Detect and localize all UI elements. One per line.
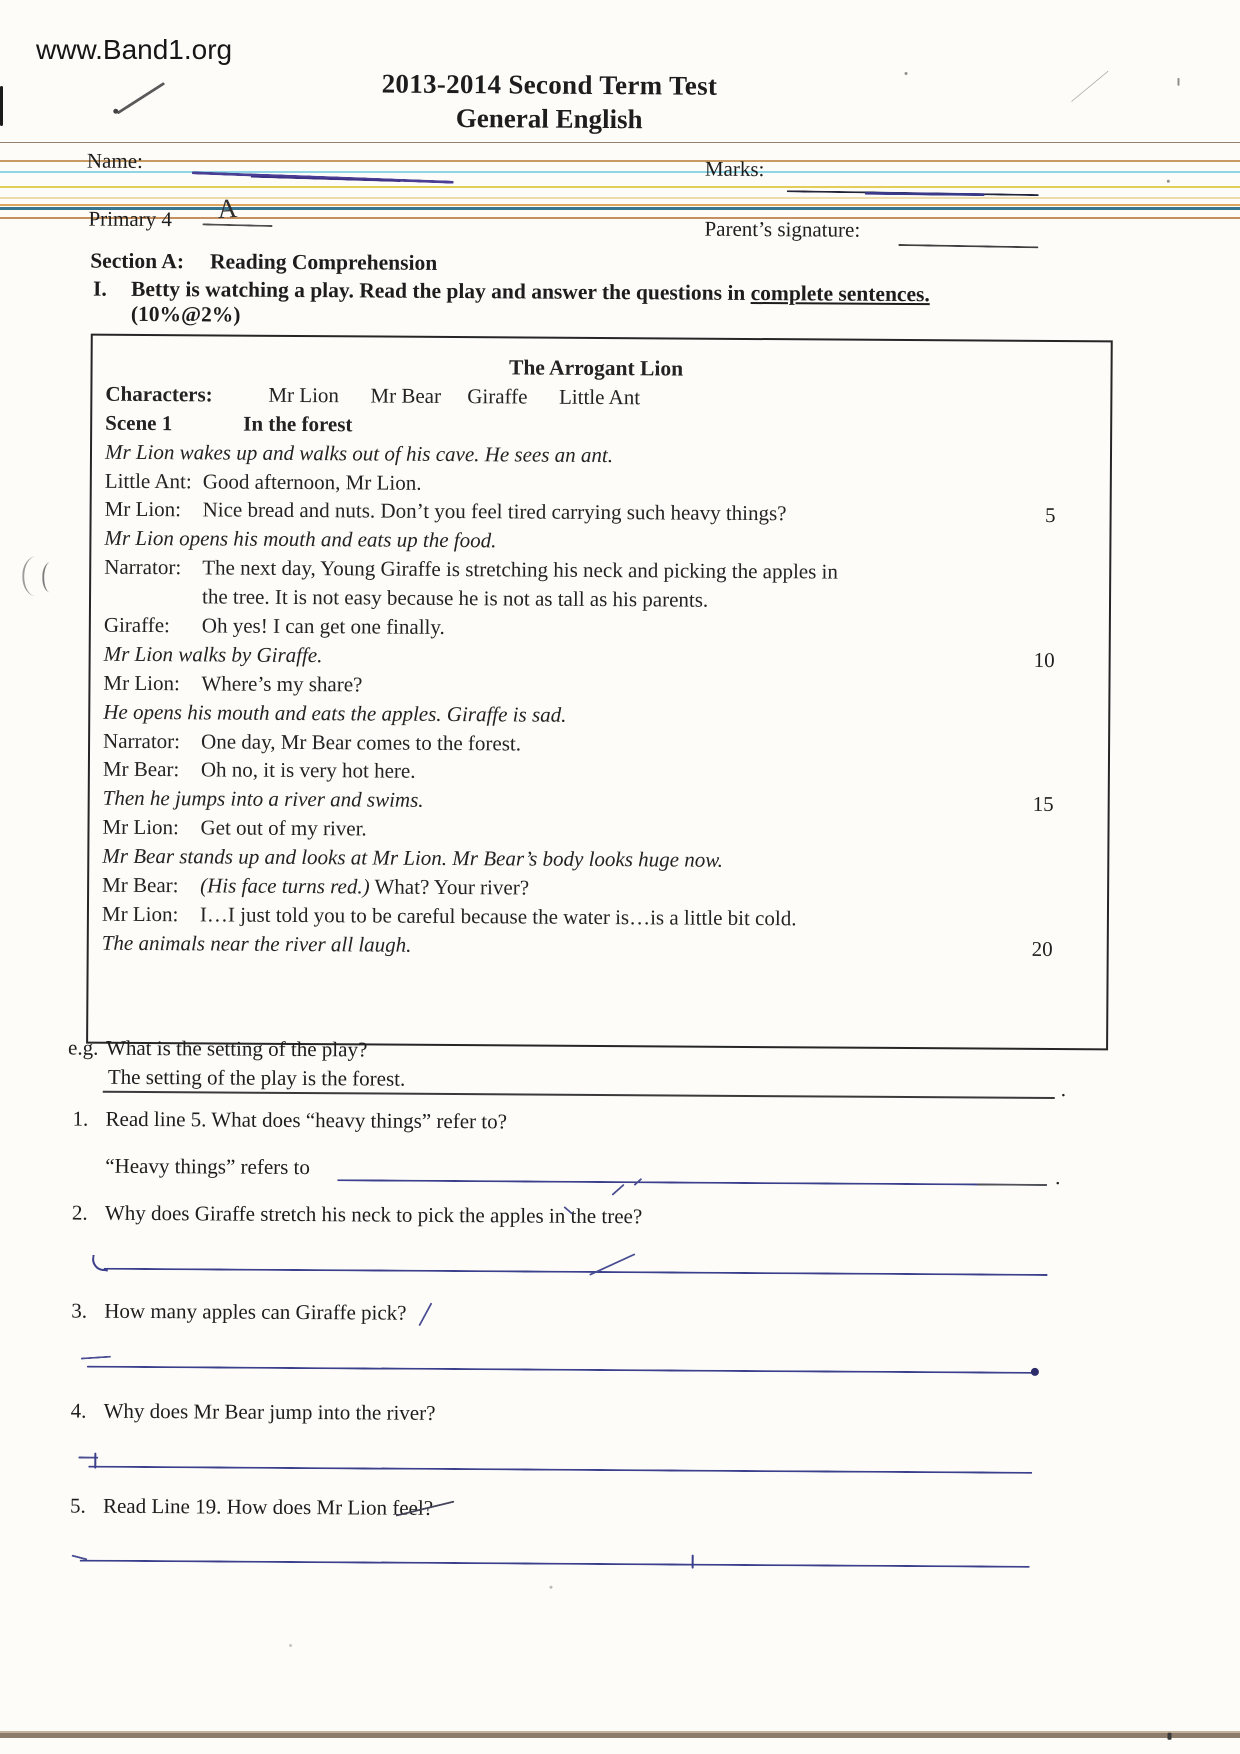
class-label: Primary 4 <box>88 206 173 232</box>
dialogue-text: Get out of my river. <box>200 815 367 841</box>
speaker: Mr Lion: <box>102 814 180 840</box>
line-number-20: 20 <box>1031 936 1053 961</box>
dialogue-text: Oh yes! I can get one finally. <box>201 613 445 639</box>
example-answer: The setting of the play is the forest. <box>107 1064 406 1091</box>
inline-stage-direction: (His face turns red.) <box>200 873 370 899</box>
section-title: Reading Comprehension <box>209 249 438 275</box>
speaker: Narrator: <box>104 554 182 580</box>
dialogue-text: Oh no, it is very hot here. <box>200 757 416 784</box>
scan-speck <box>549 1586 552 1589</box>
stage-direction <box>102 929 1083 964</box>
pen-answer-line-1-dark-end <box>977 1184 1047 1186</box>
question-text: Read line 5. What does “heavy things” refer to? <box>105 1106 508 1134</box>
speaker: Narrator: <box>103 728 181 753</box>
question-number: e.g. <box>67 1035 99 1060</box>
pen-answer-line-4 <box>88 1466 1032 1474</box>
speaker: Little Ant: <box>104 468 192 493</box>
speaker: Mr Lion: <box>101 901 179 927</box>
dialogue-text: Good afternoon, Mr Lion. <box>202 468 422 495</box>
dialogue-text: Nice bread and nuts. Don’t you feel tired carrying such heavy things? <box>202 497 787 526</box>
speaker: Mr Bear: <box>102 757 180 782</box>
page-title: 2013-2014 Second Term Test <box>381 68 718 101</box>
handwritten-class-letter: A <box>216 192 239 225</box>
pen-signature-line <box>898 244 1038 248</box>
scan-speck <box>1177 78 1179 86</box>
pen-scribble-topleft <box>116 82 165 115</box>
stage-text: The animals near the river all laugh. <box>101 930 412 957</box>
question-number: 3. <box>71 1298 88 1323</box>
section-heading <box>90 249 437 276</box>
play-box <box>86 334 1113 1051</box>
instruction-underlined: complete sentences. <box>750 280 930 307</box>
watermark: www.Band1.org <box>36 34 233 65</box>
pen-slash-over-question-mark <box>418 1302 432 1326</box>
pen-answer-line-1 <box>337 1179 1047 1186</box>
pen-answer-line-2 <box>104 1268 1048 1276</box>
stage-text: Mr Lion wakes up and walks out of his cave. He sees an ant. <box>104 439 614 467</box>
line-number-15: 15 <box>1032 792 1054 817</box>
scene-label: Scene 1 <box>105 410 173 435</box>
question-1 <box>72 1107 507 1135</box>
line-end-period: . <box>1060 1077 1067 1102</box>
pen-scribble-topright <box>1071 71 1109 102</box>
line-number-5: 5 <box>1045 503 1056 528</box>
dialogue-text: the tree. It is not easy because he is not as tall as his parents. <box>201 584 709 612</box>
question-text: Why does Giraffe stretch his neck to pick the apples in the tree? <box>104 1200 643 1229</box>
dialogue-text: What? Your river? <box>369 874 530 900</box>
question-1-answer-stem: “Heavy things” refers to <box>105 1153 311 1180</box>
question-text: Why does Mr Bear jump into the river? <box>103 1398 436 1425</box>
speaker: Giraffe: <box>103 612 171 638</box>
parent-signature-label: Parent’s signature: <box>704 216 861 242</box>
pen-dot <box>113 109 118 114</box>
pen-arc-mark-small <box>42 562 58 592</box>
speaker: Mr Lion: <box>104 497 182 522</box>
dialogue-text: I…I just told you to be careful because the water is…is a little bit cold. <box>199 902 797 931</box>
marks-note: (10%@2%) <box>130 301 241 327</box>
characters-label: Characters: <box>105 381 213 407</box>
pen-marks-line-overlay <box>865 192 985 196</box>
line-number-10: 10 <box>1033 647 1055 672</box>
name-label: Name: <box>86 148 143 173</box>
speaker: Mr Lion: <box>103 670 180 696</box>
section-label: Section A: <box>90 248 185 274</box>
line-end-period: . <box>1055 1165 1061 1190</box>
scan-speck <box>1167 180 1170 183</box>
question-text: What is the setting of the play? <box>105 1035 368 1062</box>
stage-text: Mr Lion opens his mouth and eats up the food. <box>104 526 497 553</box>
question-text: Read Line 19. How does Mr Lion feel? <box>102 1493 434 1520</box>
question-4 <box>71 1398 436 1425</box>
marks-label: Marks: <box>704 156 765 182</box>
stage-text: Then he jumps into a river and swims. <box>102 786 424 813</box>
instruction-number: I. <box>93 276 107 301</box>
dialogue-text: Where’s my share? <box>201 671 363 697</box>
instruction-text: Betty is watching a play. Read the play and answer the questions in <box>131 276 751 305</box>
example-answer-line <box>103 1091 1055 1099</box>
stage-text: He opens his mouth and eats the apples. Giraffe is sad. <box>103 699 567 727</box>
pen-start-tick <box>81 1356 111 1360</box>
scene-setting: In the forest <box>243 411 353 437</box>
question-number: 1. <box>72 1106 89 1131</box>
stage-text: Mr Bear stands up and looks at Mr Lion. Mr Bear’s body looks huge now. <box>102 843 724 872</box>
question-text: How many apples can Giraffe pick? <box>104 1298 407 1325</box>
question-3 <box>71 1299 406 1326</box>
pen-ink-blob <box>1031 1368 1039 1376</box>
dialogue-text: The next day, Young Giraffe is stretching his neck and picking the apples in <box>202 555 839 584</box>
scan-speck <box>905 72 908 75</box>
pen-mid-tick <box>692 1555 694 1569</box>
pen-answer-line-5 <box>80 1560 1030 1568</box>
stage-text: Mr Lion walks by Giraffe. <box>103 641 323 668</box>
scan-speck <box>289 1644 292 1647</box>
example-question <box>68 1035 367 1062</box>
characters-list: Mr Lion Mr Bear Giraffe Little Ant <box>268 382 641 410</box>
play-title: The Arrogant Lion <box>508 355 684 381</box>
speaker: Mr Bear: <box>102 872 179 898</box>
question-number: 5. <box>69 1493 86 1518</box>
scan-speck <box>1167 1733 1171 1740</box>
question-2 <box>72 1201 642 1230</box>
question-5 <box>70 1493 433 1520</box>
question-number: 2. <box>71 1200 88 1225</box>
page-subtitle: General English <box>455 103 643 135</box>
question-number: 4. <box>70 1398 87 1423</box>
pen-answer-line-3 <box>87 1366 1035 1374</box>
dialogue-text: One day, Mr Bear comes to the forest. <box>201 728 522 756</box>
class-underline <box>202 223 272 227</box>
pen-flick-mark <box>611 1184 624 1196</box>
